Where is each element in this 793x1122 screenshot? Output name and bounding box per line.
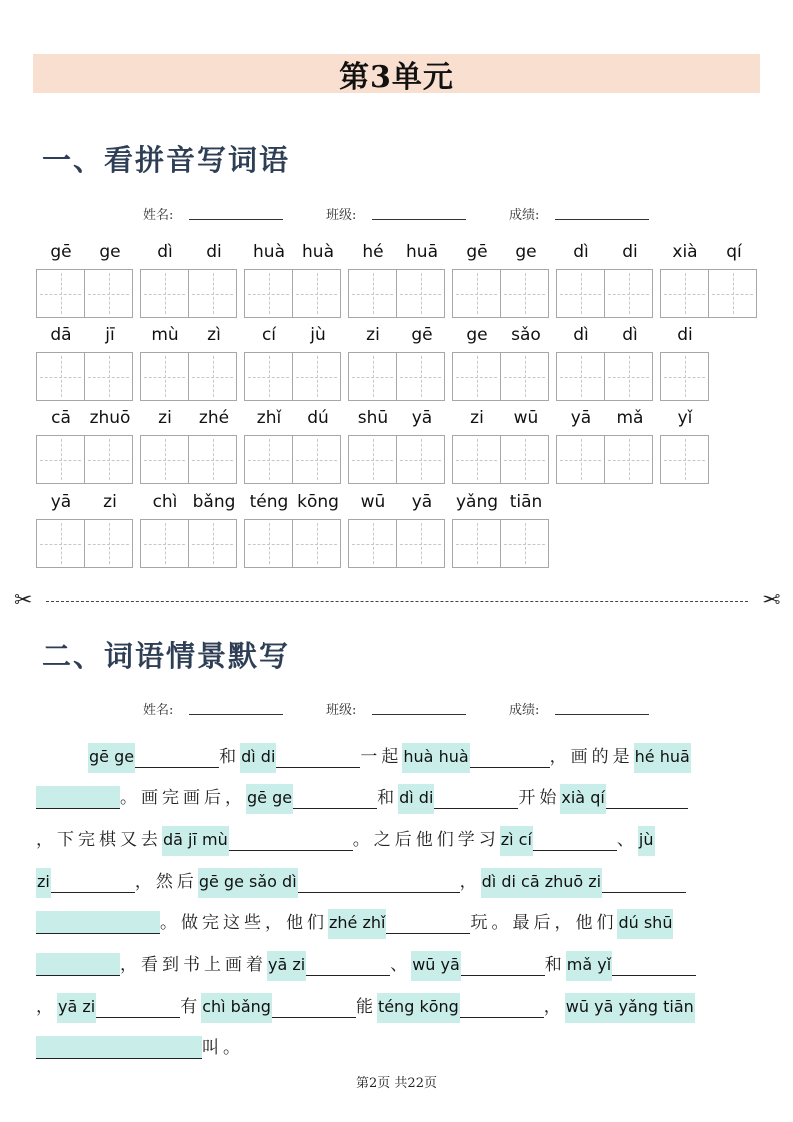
pinyin-label: ge xyxy=(466,325,488,345)
passage-text: 。之后他们学习 xyxy=(352,830,500,850)
answer-blank[interactable] xyxy=(36,1036,202,1059)
writing-box[interactable] xyxy=(244,519,293,568)
passage-text: 一起 xyxy=(360,747,403,767)
passage-text: 能 xyxy=(355,997,377,1017)
passage-text: 和 xyxy=(544,955,566,975)
pinyin-prompt: téng kōng xyxy=(377,993,460,1023)
pinyin-prompt: dā jī mù xyxy=(162,826,229,856)
writing-box[interactable] xyxy=(660,352,709,401)
answer-blank[interactable] xyxy=(135,745,219,768)
writing-box[interactable] xyxy=(293,519,341,568)
writing-box-group xyxy=(556,435,653,484)
score-line[interactable] xyxy=(555,714,649,715)
passage-line xyxy=(36,782,688,814)
pinyin-prompt: yā zi xyxy=(57,993,96,1023)
pinyin-label: zi xyxy=(366,325,380,345)
answer-blank[interactable] xyxy=(533,828,617,851)
writing-box[interactable] xyxy=(85,352,133,401)
writing-box-group xyxy=(348,435,445,484)
writing-box[interactable] xyxy=(293,435,341,484)
pinyin-label: dú xyxy=(307,408,329,428)
cut-line xyxy=(14,590,780,612)
answer-blank[interactable] xyxy=(606,786,688,809)
writing-box-group xyxy=(556,352,653,401)
passage-text: ， xyxy=(543,997,565,1017)
writing-box[interactable] xyxy=(709,269,757,318)
pinyin-prompt: chì bǎng xyxy=(201,993,272,1023)
pinyin-label: shū xyxy=(357,408,389,428)
pinyin-prompt: jù xyxy=(638,826,655,856)
pinyin-prompt: hé huā xyxy=(634,743,691,773)
writing-box[interactable] xyxy=(85,269,133,318)
section1-heading: 一、看拼音写词语 xyxy=(42,143,291,177)
writing-box-group xyxy=(244,435,341,484)
passage-text: 和 xyxy=(219,747,241,767)
writing-box[interactable] xyxy=(501,352,549,401)
writing-box[interactable] xyxy=(348,435,397,484)
unit-title-bar xyxy=(33,54,760,93)
pinyin-label: huā xyxy=(406,242,438,262)
writing-box[interactable] xyxy=(244,435,293,484)
writing-box[interactable] xyxy=(244,352,293,401)
pinyin-label: sǎo xyxy=(511,325,541,345)
answer-blank[interactable] xyxy=(386,911,470,934)
pinyin-label: zhǐ xyxy=(256,408,282,428)
writing-box[interactable] xyxy=(605,435,653,484)
pinyin-label: jù xyxy=(310,325,326,345)
writing-box[interactable] xyxy=(501,435,549,484)
writing-box[interactable] xyxy=(348,519,397,568)
passage-text: 。画完画后， xyxy=(120,788,246,808)
pinyin-label: yā xyxy=(570,408,592,428)
writing-box-group xyxy=(452,269,549,318)
pinyin-label: jī xyxy=(105,325,115,345)
passage-text: 有 xyxy=(180,997,202,1017)
pinyin-label: di xyxy=(677,325,693,345)
pinyin-prompt: dì di cā zhuō zi xyxy=(481,868,602,898)
answer-blank[interactable] xyxy=(36,953,120,976)
pinyin-prompt: xià qí xyxy=(560,784,605,814)
writing-box[interactable] xyxy=(140,352,189,401)
writing-box-group xyxy=(660,435,709,484)
pinyin-prompt: huà huà xyxy=(402,743,469,773)
writing-box[interactable] xyxy=(556,435,605,484)
answer-blank[interactable] xyxy=(293,786,377,809)
passage-text: ，画的是 xyxy=(549,747,634,767)
writing-box[interactable] xyxy=(397,519,445,568)
pinyin-label: tiān xyxy=(509,492,543,512)
writing-box-group xyxy=(36,435,133,484)
pinyin-label: huà xyxy=(302,242,334,262)
pinyin-label: bǎng xyxy=(192,492,236,512)
pinyin-label: hé xyxy=(362,242,384,262)
writing-box-group xyxy=(36,269,133,318)
passage-line xyxy=(88,741,691,773)
passage-text: 、 xyxy=(390,955,412,975)
pinyin-label: dì xyxy=(157,242,173,262)
answer-blank[interactable] xyxy=(612,953,696,976)
writing-box[interactable] xyxy=(397,435,445,484)
passage-text: ，下完棋又去 xyxy=(36,830,162,850)
writing-box[interactable] xyxy=(452,352,501,401)
writing-box-group xyxy=(140,519,237,568)
answer-blank[interactable] xyxy=(461,953,545,976)
writing-box-group xyxy=(348,269,445,318)
writing-box[interactable] xyxy=(85,435,133,484)
pinyin-label: mù xyxy=(151,325,179,345)
writing-box[interactable] xyxy=(660,269,709,318)
pinyin-label: dā xyxy=(50,325,72,345)
pinyin-prompt: wū yā xyxy=(411,951,461,981)
passage-line xyxy=(36,949,696,981)
section1-info-row xyxy=(143,204,663,224)
pinyin-label: huà xyxy=(253,242,285,262)
writing-box[interactable] xyxy=(36,519,85,568)
dashed-divider xyxy=(46,601,748,602)
passage-text: ，看到书上画着 xyxy=(120,955,267,975)
pinyin-prompt: gē ge xyxy=(88,743,135,773)
writing-box[interactable] xyxy=(605,269,653,318)
pinyin-label: dì xyxy=(573,242,589,262)
pinyin-label: di xyxy=(206,242,222,262)
scissors-icon: ✂ xyxy=(761,588,780,613)
pinyin-label: wū xyxy=(360,492,386,512)
pinyin-label: yā xyxy=(411,492,433,512)
name-label: 姓名: xyxy=(143,208,174,223)
passage-line xyxy=(36,1032,244,1064)
pinyin-label: gē xyxy=(411,325,433,345)
passage-text: ，然后 xyxy=(134,872,198,892)
passage-text: 开始 xyxy=(518,788,561,808)
writing-box-group xyxy=(36,352,133,401)
pinyin-label: kōng xyxy=(297,492,339,512)
pinyin-prompt: gē ge sǎo dì xyxy=(198,868,298,898)
pinyin-label: yā xyxy=(411,408,433,428)
pinyin-label: yǐ xyxy=(677,408,693,428)
writing-box-group xyxy=(556,269,653,318)
writing-box[interactable] xyxy=(189,352,237,401)
scissors-icon: ✂ xyxy=(14,588,33,613)
section2-info-row xyxy=(143,699,663,719)
pinyin-label: cā xyxy=(51,408,71,428)
pinyin-label: zhuō xyxy=(89,408,131,428)
writing-box-group xyxy=(140,352,237,401)
writing-box[interactable] xyxy=(501,269,549,318)
answer-blank[interactable] xyxy=(298,870,460,893)
answer-blank[interactable] xyxy=(272,995,356,1018)
writing-box-group xyxy=(348,352,445,401)
answer-blank[interactable] xyxy=(276,745,360,768)
passage-text: 玩。最后，他们 xyxy=(470,913,618,933)
score-label: 成绩: xyxy=(509,208,540,223)
writing-box-group xyxy=(244,269,341,318)
writing-box[interactable] xyxy=(348,269,397,318)
pinyin-label: gē xyxy=(466,242,488,262)
writing-box[interactable] xyxy=(605,352,653,401)
name-label: 姓名: xyxy=(143,703,174,718)
unit-title: 第3单元 xyxy=(339,59,454,95)
answer-blank[interactable] xyxy=(470,745,550,768)
pinyin-label: dì xyxy=(573,325,589,345)
answer-blank[interactable] xyxy=(434,786,518,809)
passage-line xyxy=(36,907,673,939)
class-line[interactable] xyxy=(372,714,466,715)
pinyin-label: chì xyxy=(152,492,178,512)
page-footer: 第2页 共22页 xyxy=(356,1076,437,1091)
writing-box[interactable] xyxy=(556,352,605,401)
passage-line xyxy=(36,824,655,856)
pinyin-prompt: dì di xyxy=(240,743,276,773)
answer-blank[interactable] xyxy=(460,995,544,1018)
writing-box[interactable] xyxy=(660,435,709,484)
answer-blank[interactable] xyxy=(36,786,120,809)
pinyin-label: dì xyxy=(622,325,638,345)
pinyin-prompt: zì cí xyxy=(500,826,533,856)
writing-box[interactable] xyxy=(189,269,237,318)
name-line[interactable] xyxy=(189,219,283,220)
pinyin-label: qí xyxy=(726,242,742,262)
writing-box[interactable] xyxy=(36,269,85,318)
section2-heading: 二、词语情景默写 xyxy=(42,639,291,673)
writing-box-group xyxy=(244,519,341,568)
writing-box-group xyxy=(452,435,549,484)
writing-box[interactable] xyxy=(293,269,341,318)
pinyin-label: yā xyxy=(50,492,72,512)
passage-text: 叫。 xyxy=(202,1038,244,1058)
pinyin-label: xià xyxy=(672,242,698,262)
pinyin-prompt: dì di xyxy=(398,784,434,814)
pinyin-label: zi xyxy=(158,408,172,428)
pinyin-prompt: gē ge xyxy=(246,784,293,814)
writing-box[interactable] xyxy=(140,269,189,318)
writing-box-group xyxy=(348,519,445,568)
pinyin-prompt: dú shū xyxy=(617,909,673,939)
passage-text: ， xyxy=(459,872,481,892)
pinyin-label: cí xyxy=(261,325,277,345)
pinyin-prompt: yā zi xyxy=(267,951,306,981)
writing-box-group xyxy=(660,352,709,401)
writing-box[interactable] xyxy=(36,352,85,401)
pinyin-label: zhé xyxy=(198,408,230,428)
writing-box[interactable] xyxy=(36,435,85,484)
answer-blank[interactable] xyxy=(306,953,390,976)
pinyin-prompt: mǎ yǐ xyxy=(566,951,612,981)
passage-text: 和 xyxy=(377,788,399,808)
class-line[interactable] xyxy=(372,219,466,220)
answer-blank[interactable] xyxy=(602,870,686,893)
writing-box[interactable] xyxy=(293,352,341,401)
passage-line xyxy=(36,866,686,898)
writing-box-group xyxy=(140,435,237,484)
passage-text: ， xyxy=(36,997,57,1017)
answer-blank[interactable] xyxy=(36,911,160,934)
passage-text: 。做完这些，他们 xyxy=(160,913,328,933)
pinyin-label: ge xyxy=(99,242,121,262)
writing-box[interactable] xyxy=(397,352,445,401)
pinyin-label: zì xyxy=(207,325,221,345)
pinyin-label: téng xyxy=(249,492,289,512)
writing-box[interactable] xyxy=(501,519,549,568)
writing-box[interactable] xyxy=(452,269,501,318)
class-label: 班级: xyxy=(326,208,357,223)
score-label: 成绩: xyxy=(509,703,540,718)
pinyin-prompt: zhé zhǐ xyxy=(328,909,386,939)
writing-box[interactable] xyxy=(452,435,501,484)
name-line[interactable] xyxy=(189,714,283,715)
pinyin-label: zi xyxy=(103,492,117,512)
writing-box-group xyxy=(36,519,133,568)
pinyin-label: zi xyxy=(470,408,484,428)
writing-box[interactable] xyxy=(189,519,237,568)
writing-box[interactable] xyxy=(397,269,445,318)
writing-box-group xyxy=(244,352,341,401)
passage-line xyxy=(36,991,695,1023)
writing-box[interactable] xyxy=(140,519,189,568)
pinyin-label: wū xyxy=(513,408,539,428)
pinyin-label: mǎ xyxy=(616,408,644,428)
pinyin-label: di xyxy=(622,242,638,262)
writing-box[interactable] xyxy=(348,352,397,401)
writing-box-group xyxy=(452,352,549,401)
pinyin-label: gē xyxy=(50,242,72,262)
class-label: 班级: xyxy=(326,703,357,718)
writing-box[interactable] xyxy=(452,519,501,568)
passage-text: 、 xyxy=(616,830,638,850)
writing-box[interactable] xyxy=(189,435,237,484)
pinyin-prompt: zi xyxy=(36,868,51,898)
pinyin-label: yǎng xyxy=(455,492,499,512)
answer-blank[interactable] xyxy=(51,870,135,893)
writing-box[interactable] xyxy=(244,269,293,318)
writing-box[interactable] xyxy=(140,435,189,484)
writing-box-group xyxy=(452,519,549,568)
answer-blank[interactable] xyxy=(96,995,180,1018)
writing-box-group xyxy=(660,269,757,318)
answer-blank[interactable] xyxy=(229,828,353,851)
writing-box-group xyxy=(140,269,237,318)
score-line[interactable] xyxy=(555,219,649,220)
writing-box[interactable] xyxy=(556,269,605,318)
pinyin-prompt: wū yā yǎng tiān xyxy=(565,993,695,1023)
pinyin-label: ge xyxy=(515,242,537,262)
writing-box[interactable] xyxy=(85,519,133,568)
